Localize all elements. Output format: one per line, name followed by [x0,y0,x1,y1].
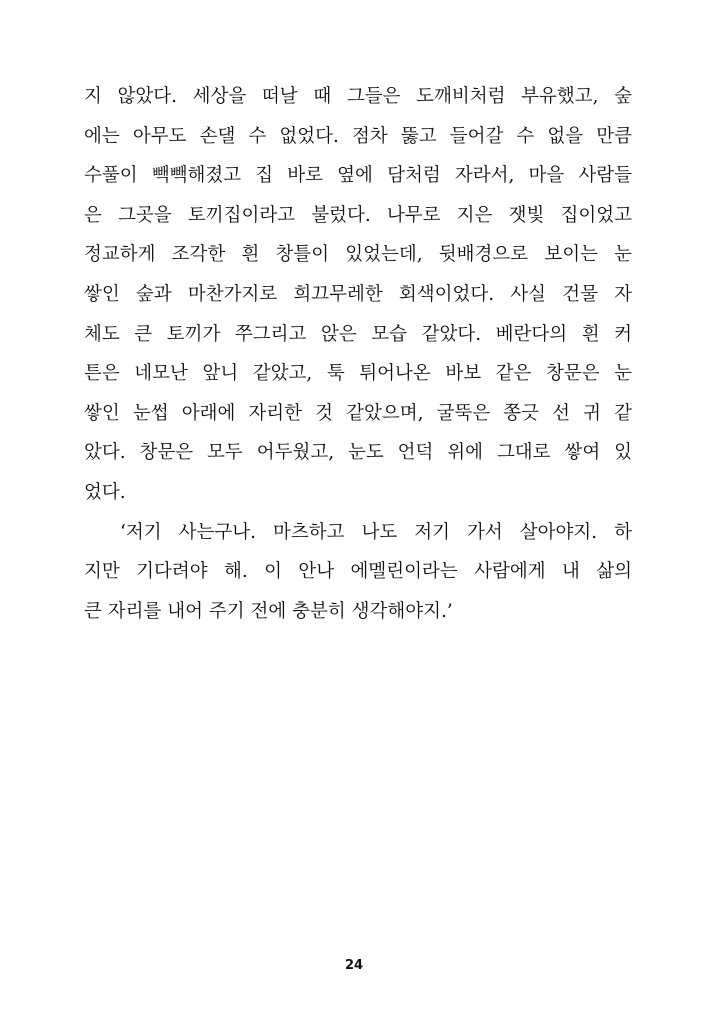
text-line: 쌓인 숲과 마찬가지로 희끄무레한 회색이었다. 사실 건물 자 [84,283,632,305]
text-line: 지만 기다려야 해. 이 안나 에멜린이라는 사람에게 내 삶의 [84,561,632,583]
text-line: 에는 아무도 손댈 수 없었다. 점차 뚫고 들어갈 수 없을 만큼 [84,125,632,147]
text-line: 정교하게 조각한 흰 창틀이 있었는데, 뒷배경으로 보이는 눈 [84,244,632,266]
text-line: 쌓인 눈썹 아래에 자리한 것 같았으며, 굴뚝은 쫑긋 선 귀 같 [84,402,632,424]
text-line: 수풀이 빽빽해졌고 집 바로 옆에 담처럼 자라서, 마을 사람들 [84,165,632,187]
text-line: 지 않았다. 세상을 떠날 때 그들은 도깨비처럼 부유했고, 숲 [84,86,632,107]
text-line: 은 그곳을 토끼집이라고 불렀다. 나무로 지은 잿빛 집이었고 [84,204,632,226]
text-line: 었다. [84,481,126,503]
body-text [84,77,632,631]
text-line: 튼은 네모난 앞니 같았고, 툭 튀어나온 바보 같은 창문은 눈 [84,363,632,385]
text-line: 체도 큰 토끼가 쭈그리고 앉은 모습 같았다. 베란다의 흰 커 [84,323,632,345]
text-line-quote-start: ‘저기 사는구나. 마츠하고 나도 저기 가서 살아야지. 하 [120,521,632,543]
text-line: 았다. 창문은 모두 어두웠고, 눈도 언덕 위에 그대로 쌓여 있 [84,442,632,464]
text-line-quote-end: 큰 자리를 내어 주기 전에 충분히 생각해야지.’ [84,600,453,622]
page-number: 24 [344,958,364,973]
